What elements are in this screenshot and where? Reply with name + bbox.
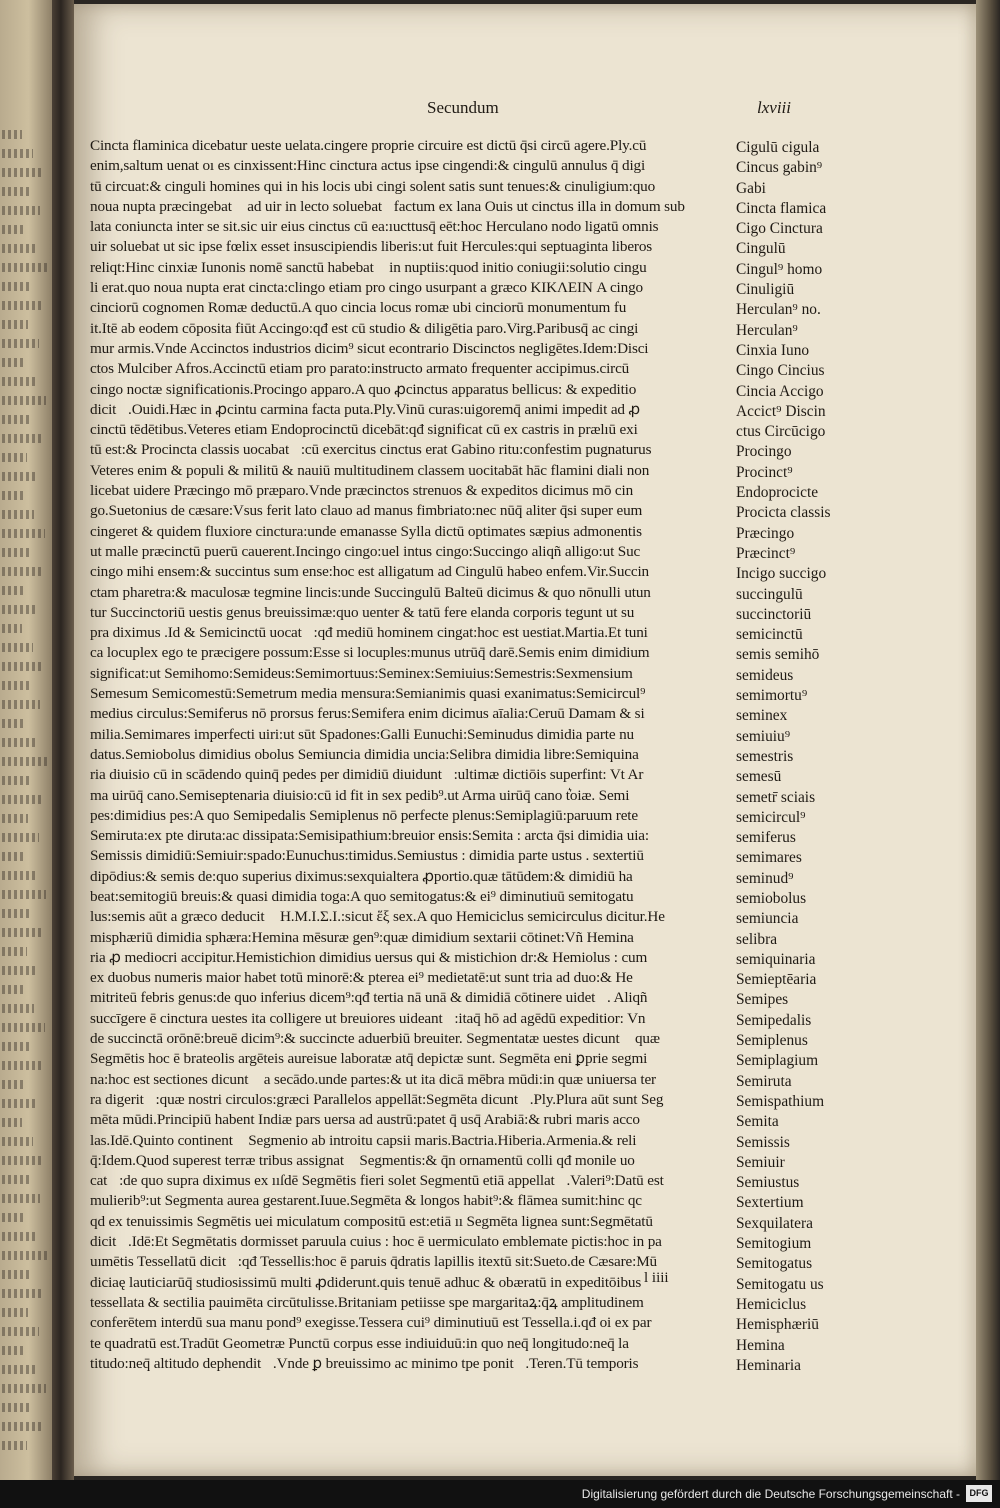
text-line: Segmētis hoc ē brateolis argēteis aureisue laboratæ atq̄ depictæ sunt. Segmēta eni ꝑprie segmi [90,1050,648,1068]
text-line: Veteres enim & populi & militū & nauiū multitudinem classem uocitabāt hāc flamini diali non [90,461,650,479]
facing-page-text-fragment [2,1270,32,1279]
text-line: cinciorū cognomen Romæ deductū.A quo cincia locus romæ ubi cinciorū monumentum fu [90,299,627,317]
facing-page-text-fragment [2,434,42,443]
margin-note: Hemiciclus [736,1295,807,1313]
text-line: it.Itē ab eodem cōposita fiūt Accingo:qđ est cū studio & diligētia paro.Virg.Paribusq̄ ac cingi [90,319,639,337]
margin-note: Semipes [736,991,789,1009]
facing-page-text-fragment [2,472,38,481]
facing-page-text-fragment [2,1327,39,1336]
facing-page-text-fragment [2,909,31,918]
text-line: tessellata & sectilia pauimēta circūtulisse.Britaniam petiisse spe margaritaꝝ:q̄ꝝ amplitudinem [90,1293,644,1311]
margin-note: Semitogium [736,1235,812,1253]
text-line: tū circuat:& cinguli homines qui in his locis ubi cingi solent satis sunt tenues:& cinuligium:quo [90,177,656,195]
facing-page-text-fragment [2,1175,29,1184]
margin-note: Semiplagium [736,1052,819,1070]
facing-page-text-fragment [2,1232,36,1241]
facing-page-text-fragment [2,738,36,747]
text-line: dicit᷑.Ouidi.Hæc in ꝓcintu carmina facta puta.Ply.Vinū curas:uigoremq̄ animi impedit ad ꝓ [90,400,641,418]
margin-note: Cingulū [736,240,786,258]
text-line: mulierib⁹:ut Segmenta aurea gestarent.Iuue.Segmēta & longos habit⁹:& flāmea sumit:hinc qc [90,1192,642,1210]
text-line: mitriteū febris genus:de quo inferius dicem⁹:qđ tertia nā unā & dimidiā cōtinere uidet᷑. Aliqñ [90,989,648,1007]
margin-note: Cingo Cincius [736,362,825,380]
margin-note: Accict⁹ Discin [736,402,826,420]
facing-page-text-fragment [2,1080,26,1089]
text-line: titudo:neq̄ altitudo dephendit᷑.Vnde ꝑ breuissimo ac minimo tpe ponit᷑.Teren.Tū temporis [90,1354,639,1372]
facing-page-text-fragment [2,301,43,310]
facing-page-text-fragment [2,510,34,519]
facing-page-text-fragment [2,947,27,956]
marginal-notes-column [736,138,864,1376]
margin-note: Incigo succigo [736,565,827,583]
margin-note: Semiustus [736,1174,800,1192]
text-line: te quadratū est.Tradūt Geometræ Punctū corpus esse indiuiduū:in quo neq̄ longitudo:neq̄ la [90,1334,629,1352]
facing-page-text-fragment [2,833,39,842]
text-line: significat:ut Semihomo:Semideus:Semimortuus:Seminex:Semiuius:Semestris:Sexmensium [90,664,633,682]
margin-note: Procinct⁹ [736,463,793,481]
facing-page-text-fragment [2,1213,25,1222]
text-line: dipōdius:& semis de:quo superius diximus:sexquialtera ꝓportio.quæ tātūdem:& dimidiū ha [90,867,633,885]
text-line: enim,saltum uenat oı es cinxissent:Hinc cinctura actus ipse cingendi:& cingulū annulus q̄ digi [90,157,646,175]
facing-page-text-fragment [2,339,39,348]
margin-note: selibra [736,930,778,948]
margin-note: Cincus gabin⁹ [736,159,823,177]
footer-bar [0,1480,1000,1508]
margin-note: seminud⁹ [736,869,794,887]
facing-page-text-fragment [2,263,47,272]
facing-page-text-fragment [2,149,33,158]
margin-note: Gabi [736,179,766,197]
facing-page-text-fragment [2,1004,34,1013]
margin-note: semiquinaria [736,950,816,968]
facing-page-text-fragment [2,130,22,139]
facing-page-text-fragment [2,1156,44,1165]
facing-page-text-fragment [2,776,32,785]
text-line: ria ꝓ mediocri accipitur.Hemistichion dimidius uersus qui & mistichion dr:& Hemiolus : cum [90,948,648,966]
margin-note: semicircul⁹ [736,808,806,826]
folio-number: lxviii [757,98,791,117]
page-edge-right [976,0,1000,1480]
facing-page-text-fragment [2,453,27,462]
text-line: beat:semitogiū breuis:& quasi dimidia toga:A quo semitogatus:& ei⁹ diminutiuū semitogatu [90,887,634,905]
facing-page-text-fragment [2,852,24,861]
margin-note: semetr̄ sciais [736,788,816,806]
text-line: uımētis Tessellatū dicit᷑:qđ Tessellis:hoc ē paruis q̄dratis lapillis itextū sit:Sueto.de Cæsare:Mū [90,1253,657,1271]
dfg-logo: DFG [966,1485,992,1502]
text-line: milia.Semimares imperfecti uiri:ut sūt Spadones:Galli Eunuchi:Seminudus dimidia parte nu [90,725,634,743]
facing-page-text-fragment [2,1118,22,1127]
margin-note: Cincta flamica [736,199,827,217]
book-gutter [52,0,74,1480]
facing-page-text-fragment [2,1365,35,1374]
text-line: succīgere ē cinctura uestes ita colligere ut breuiores uideant᷑:itaq̄ hō ad agēdū expeditior: Vn [90,1009,646,1027]
facing-page-text-fragment [2,225,25,234]
text-line: tur Succinctoriū uestis genus breuissimæ:quo uenter & tatū fere elanda corporis tegunt ut su [90,603,635,621]
text-line: ex duobus numeris maior habet totū minorē:& pterea ei⁹ medietatē:ut sunt tria ad duo:& He [90,969,633,987]
facing-page-text-fragment [2,415,31,424]
margin-note: Præcinct⁹ [736,544,796,562]
text-line: ma uirūq̄ cano.Semiseptenaria diuisio:cū id fit in sex pedib⁹.ut Arma uirūq̄ cano t͛oiæ. Semi [90,786,630,804]
margin-note: Semieptēaria [736,971,817,989]
text-line: misphæriū dimidia sphæra:Hemina mēsuræ gen⁹:quæ dimidium sextarii cōtinet:Vñ Hemina [90,928,634,946]
facing-page-text-fragment [2,605,37,614]
facing-page-edge [0,0,52,1480]
facing-page-text-fragment [2,795,43,804]
facing-page-text-fragment [2,396,46,405]
facing-page-text-fragment [2,187,29,196]
margin-note: Semiplenus [736,1032,808,1050]
facing-page-text-fragment [2,282,32,291]
facing-page-text-fragment [2,1289,43,1298]
text-line: Cincta flaminica dicebatur ueste uelata.cingere proprie circuire est dictū q̄si circū agere.Ply.cū [90,137,647,154]
text-line: pra diximus .Id & Semicinctū uocat᷑:qđ mediū hominem cingat:hoc est uestiat.Martia.Et tuni [90,624,648,642]
facing-page-text-fragment [2,1251,47,1260]
text-line: q̄:Idem.Quod superest terræ tribus assignat᷑ Segmentis:& q̄n ornamentū colli qđ monile uo [90,1151,635,1169]
text-line: lata coniuncta inter se sit.sic uir eius cinctus cū ea:ıucttusq̄ eēt:hoc Herculano nodo ligatū omnis [90,218,659,236]
text-line: ra digerit᷑:quæ nostri circulos:græci Parallelos appellāt:Segmēta dicunt᷑.Ply.Plura aūt sunt Seg [90,1090,664,1108]
facing-page-text-fragment [2,681,29,690]
facing-page-text-fragment [2,1042,30,1051]
text-line: datus.Semiobolus dimidius obolus Semiuncia dimidia uncia:Selibra dimidia libre:Semiquina [90,745,639,763]
margin-note: succingulū [736,585,803,603]
margin-note: Semitogatu us [736,1275,824,1293]
text-line: medius circulus:Semiferus nō prorsus ferus:Semifera enim dicimus aīalia:Ceruū Damam & si [90,705,645,723]
facing-page-text-fragment [2,1061,41,1070]
text-line: cingeret & quidem fluxiore cinctura:unde emanasse Sylla dictū optimates sæpius admonentis [90,522,642,540]
facing-page-text-fragment [2,757,47,766]
margin-note: Semispathium [736,1092,825,1110]
text-line: cinctū tēdētibus.Veteres etiam Endoprocinctū dicebāt:qđ significat cū ex castris in prælıū exi [90,421,638,439]
facing-page-text-fragment [2,966,38,975]
margin-note: Semiuir [736,1153,785,1171]
margin-note: Cinxia Iuno [736,341,810,359]
text-line: ctam pharetra:& maculosæ tegmine lincis:unde Succingulū Balteū dicimus & quo nōnulli utun [90,583,651,601]
margin-note: semestris [736,747,794,765]
facing-page-text-fragment [2,814,28,823]
facing-page-text-fragment [2,377,35,386]
margin-note: ctus Circūcigo [736,423,826,441]
running-title: Secundum [427,98,499,117]
signature-mark: l iiii [644,1270,669,1286]
margin-note: Procingo [736,443,792,461]
margin-note: Semitogatus [736,1255,813,1273]
facing-page-text-fragment [2,1194,40,1203]
text-line: go.Suetonius de cæsare:Vsus ferit lato clauo ad manus fimbriato:nec nūq̄ aliter q̄si super eum [90,502,643,520]
facing-page-text-fragment [2,1441,27,1450]
margin-note: semimortu⁹ [736,687,808,705]
margin-note: semiuncia [736,910,799,928]
text-line: uir soluebat ut sic ipse fœlix esset insuscipiendis liberis:ut fuit Hercules:qui septuaginta liberos [90,238,653,256]
text-line: diciaę lauticiarūq̄ studiosissimū multi ꝓdiderunt.quis tenuē adhuc & obæratū in expeditōibus [90,1273,642,1291]
facing-page-text-fragment [2,320,28,329]
facing-page-text-fragment [2,1023,45,1032]
text-line: pes:dimidius pes:A quo Semipedalis Semiplenus nō perfecte plenus:Semiplagiū:paruum rete [90,806,638,824]
text-line: Semissis dimidiū:Semiuir:spado:Eunuchus:timidus.Semiustus : dimidia parte ustus . sextertiū [90,847,644,865]
facing-page-text-fragment [2,567,41,576]
margin-note: Cincia Accigo [736,382,824,400]
text-line: li erat.quo noua nupta erat cincta:clingo etiam pro cingo usurpant a græco ΚΙΚΛΕΙΝ A cingo [90,279,643,297]
document-page [74,4,976,1476]
text-line: tū est:& Procincta classis uocabat᷑:cū exercitus cinctus erat Gabino ritu:confestim pugnaturus [90,441,652,459]
margin-note: Cingul⁹ homo [736,260,823,278]
facing-page-text-fragment [2,1422,42,1431]
facing-page-text-fragment [2,1099,37,1108]
text-line: qd ex tenuissimis Segmētis uei miculatum compositū est:etiā ıı Segmēta lignea sunt:Segmētatū [90,1212,653,1230]
facing-page-text-fragment [2,624,22,633]
margin-note: Cigulū cigula [736,139,820,156]
text-line: reliqt:Hinc cinxiæ Iunonis nomē sanctū habebat᷑ in nuptiis:quod initio coniugii:solutio cingu [90,258,647,276]
margin-note: semideus [736,666,794,684]
text-line: mur armis.Vnde Accinctos industrios dicim⁹ sicut econtrario Discinctos negligētes.Idem:Disci [90,339,649,357]
text-line: noua nupta præcingebat᷑ ad uir in lecto soluebat᷑factum ex lana Ouis ut cinctus illa in domum sub [90,197,685,215]
facing-page-text-fragment [2,491,23,500]
facing-page-text-fragment [2,168,44,177]
facing-page-text-fragment [2,206,40,215]
margin-note: Herculan⁹ no. [736,301,821,319]
facing-page-text-fragment [2,643,33,652]
text-line: Semiruta:ex pte diruta:ac dissipata:Semisipathium:breuior ensis:Semita : arcta q̄si dimidia uia: [90,827,649,845]
margin-note: semiuiu⁹ [736,727,791,745]
facing-page-text-fragment [2,985,23,994]
text-line: mēta mūdi.Principiū habent Indiæ pars uersa ad austrū:patet q̄ usq̄ Arabiā:& rubri maris acco [90,1111,640,1129]
margin-note: Herculan⁹ [736,321,798,339]
margin-note: Semipedalis [736,1011,812,1029]
margin-note: succinctoriū [736,605,812,623]
margin-note: semicinctū [736,626,803,644]
main-text-column [90,136,734,1374]
text-line: Semesum Semicomestū:Semetrum media mensura:Semianimis quasi exanimatus:Semicircul⁹ [90,685,646,703]
margin-note: Cigo Cinctura [736,220,823,238]
text-line: conferētem interdū sua manu pond⁹ exegisse.Tessera cui⁹ diminutiuū est Tessella.i.qđ oi ex par [90,1314,652,1332]
margin-note: Semita [736,1113,779,1131]
text-line: lus:semis aūt a græco deducit᷑ Η.Μ.Ι.Σ.Ι.:sicut ἕξ sex.A quo Hemiciclus semicirculus dicitur.He [90,908,665,926]
text-line: dicit᷑.Idē:Et Segmētatis dormisset paruula cuius : hoc ē uermiculato emblemate pictis:hoc in pa [90,1233,662,1251]
facing-page-text-fragment [2,700,40,709]
text-line: ut malle præcinctū puerū cauerent.Incingo cingo:uel intus cingo:Succingo aliqñ alligo:ut Suc [90,542,641,560]
margin-note: Hemisphæriū [736,1316,819,1334]
text-line: licebat uidere Præcingo mō præparo.Vnde præcinctos strenuos & expeditos dicimus mō cin [90,482,634,500]
margin-note: Præcingo [736,524,795,542]
margin-note: semimares [736,849,802,867]
text-line: las.Idē.Quinto continent᷑ Segmenio ab introitu capsii maris.Bactria.Hiberia.Armenia.& reli [90,1131,637,1149]
margin-note: Sextertium [736,1194,804,1212]
facing-page-text-fragment [2,358,24,367]
text-line: ca locuplex ego te præcigere possum:Esse si locuples:munus utrūq̄ darē.Semis enim dimidium [90,644,650,662]
margin-note: Cinuligiū [736,281,795,299]
facing-page-text-fragment [2,1384,46,1393]
facing-page-text-fragment [2,529,45,538]
text-line: ctos Mulciber Afros.Accinctū etiam pro parato:instructo armato frequenter accipimus.circū [90,360,630,378]
facing-page-text-fragment [2,662,44,671]
page-header [74,98,976,124]
margin-note: semis semihō [736,646,820,664]
text-line: cingo mihi ensem:& succintus sum ense:hoc est alligatum ad Cingulū habeo enfem.Vir.Succin [90,563,649,581]
margin-note: Hemina [736,1336,785,1354]
facing-page-text-fragment [2,586,26,595]
facing-page-text-fragment [2,871,35,880]
text-line: cingo noctæ significationis.Procingo apparo.A quo ꝓcinctus apparatus bellicus: & expeditio [90,380,637,398]
facing-page-text-fragment [2,1137,33,1146]
funding-credit: Digitalisierung gefördert durch die Deutsche Forschungsgemeinschaft - [581,1487,960,1501]
margin-note: semiobolus [736,889,807,907]
text-line: ria diuisio cū in scādendo quinq̄ pedes per dimidiū diuidunt᷑:ultimæ dictiōis superfint: Vt Ar [90,766,644,784]
margin-note: Semissis [736,1133,790,1151]
facing-page-text-fragment [2,1308,28,1317]
margin-note: Sexquilatera [736,1214,813,1232]
facing-page-text-fragment [2,244,36,253]
margin-note: Procicta classis [736,504,831,522]
facing-page-text-fragment [2,719,25,728]
margin-note: Endoprocicte [736,484,819,502]
facing-page-text-fragment [2,890,46,899]
text-line: na:hoc est sectiones dicunt᷑ a secādo.unde partes:& ut ita dicā mēbra mūdi:in quæ uniuersa ter [90,1070,656,1088]
facing-page-text-fragment [2,1403,31,1412]
facing-page-text-fragment [2,1346,24,1355]
facing-page-text-fragment [2,548,30,557]
margin-note: Heminaria [736,1356,801,1374]
margin-note: semiferus [736,829,796,847]
margin-note: Semiruta [736,1072,792,1090]
margin-note: seminex [736,707,788,725]
text-line: cat᷑:de quo supra diximus ex ııſdē Segmētis fieri solet Segmentū etiā appellat᷑.Valeri⁹:Datū est [90,1172,664,1190]
margin-note: semesū [736,768,782,786]
text-line: de succinctā orōnē:breuē dicim⁹:& succincte aduerbiū breuiter. Segmentatæ uestes dicunt᷑ quæ [90,1030,660,1048]
facing-page-text-fragment [2,928,42,937]
